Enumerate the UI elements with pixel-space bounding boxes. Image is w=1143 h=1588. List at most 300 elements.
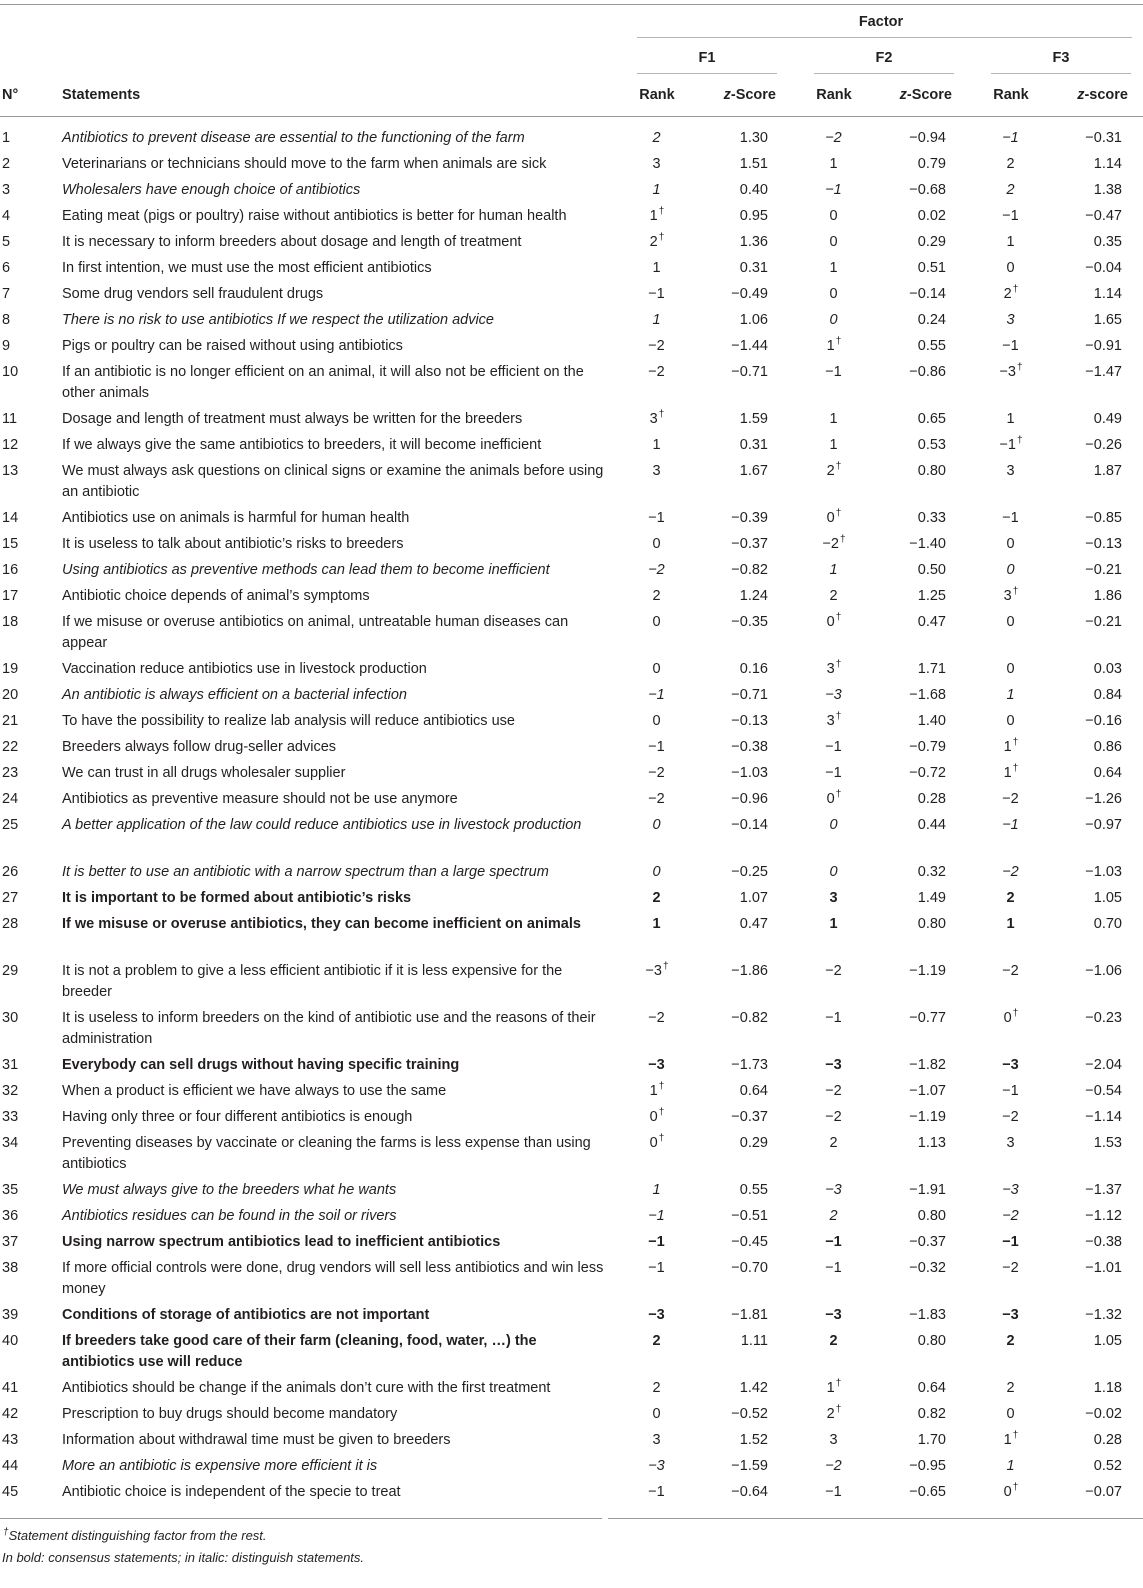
f3-rank: 2 <box>1006 890 1015 906</box>
statement-number: 16 <box>2 562 19 578</box>
f1-rank: −2 <box>648 765 665 781</box>
f1-zscore: −0.71 <box>731 687 768 703</box>
f3-zscore: −1.37 <box>1085 1182 1122 1198</box>
table-bottom-rule-right <box>608 1518 1143 1519</box>
f1-zscore: −0.52 <box>731 1406 768 1422</box>
f1-rank: −2 <box>648 338 665 354</box>
f2-rank: −1 <box>825 1234 842 1250</box>
f1-rank: 1 <box>652 182 661 198</box>
statement-text: Everybody can sell drugs without having specific training <box>62 1057 460 1073</box>
statement-number: 37 <box>2 1234 19 1250</box>
table-top-rule <box>0 4 1143 5</box>
f1-zscore: 0.16 <box>739 661 768 677</box>
f3-zscore: −0.21 <box>1085 562 1122 578</box>
f2-rank: 2 <box>829 1135 838 1151</box>
statement-number: 31 <box>2 1057 19 1073</box>
f3-zscore: 1.65 <box>1093 312 1122 328</box>
f2-rank: 0 <box>829 817 838 833</box>
f3-rank: −1 <box>1002 130 1019 146</box>
statement-text: We can trust in all drugs wholesaler supplier <box>62 765 346 781</box>
f3-rank: 2† <box>1003 284 1019 302</box>
distinguishing-dagger: † <box>658 232 665 244</box>
f1-zscore: −0.82 <box>731 562 768 578</box>
statement-number: 22 <box>2 739 19 755</box>
f2-rank: −3 <box>825 687 842 703</box>
f1-zscore: −1.81 <box>731 1307 768 1323</box>
f3-zscore: 1.38 <box>1093 182 1122 198</box>
f1-zscore: −0.70 <box>731 1260 768 1276</box>
f2-rank: 3† <box>826 711 842 729</box>
statement-text: Using antibiotics as preventive methods can lead them to become inefficient <box>62 562 550 578</box>
f3-zscore: 0.70 <box>1093 916 1122 932</box>
distinguishing-dagger: † <box>835 336 842 348</box>
f2-rank: −3 <box>825 1182 842 1198</box>
statement-number: 26 <box>2 864 19 880</box>
f3-rank: 3 <box>1006 1135 1015 1151</box>
f1-zscore: 1.06 <box>739 312 768 328</box>
f2-zscore: −0.77 <box>909 1010 946 1026</box>
f1-zscore: 1.07 <box>739 890 768 906</box>
f3-rank: −1 <box>1002 208 1019 224</box>
f3-rank: −1 <box>1002 817 1019 833</box>
f2-zscore: 0.82 <box>917 1406 946 1422</box>
f1-rank: 0 <box>652 661 661 677</box>
f3-rank-header: Rank <box>993 87 1029 103</box>
statement-text: If an antibiotic is no longer efficient on an animal, it will also not be efficient on the other animals <box>62 364 584 401</box>
f2-zscore: 0.33 <box>917 510 946 526</box>
f3-rank: −2 <box>1002 864 1019 880</box>
f3-zscore: −0.16 <box>1085 713 1122 729</box>
f3-zscore: −1.26 <box>1085 791 1122 807</box>
statement-number: 34 <box>2 1135 19 1151</box>
f3-zscore: −0.02 <box>1085 1406 1122 1422</box>
f3-rank: 0 <box>1006 562 1015 578</box>
f1-zscore: −0.38 <box>731 739 768 755</box>
f2-zscore: 0.65 <box>917 411 946 427</box>
f1-zscore: −0.96 <box>731 791 768 807</box>
distinguishing-dagger: † <box>835 1378 842 1390</box>
f2-rank: −2† <box>822 534 846 552</box>
distinguishing-dagger: † <box>835 508 842 520</box>
distinguishing-dagger: † <box>1012 586 1019 598</box>
f3-rank: −2 <box>1002 1260 1019 1276</box>
f1-rank: −1 <box>648 739 665 755</box>
statement-number: 5 <box>2 234 11 250</box>
f2-zscore: 0.64 <box>917 1380 946 1396</box>
f2-zscore: 0.80 <box>917 1333 946 1349</box>
statement-number: 14 <box>2 510 19 526</box>
f3-zscore-header: z-score <box>1077 87 1128 103</box>
f3-zscore: 0.86 <box>1093 739 1122 755</box>
f3-zscore: 1.53 <box>1093 1135 1122 1151</box>
f1-zscore-header: z-Score <box>723 87 776 103</box>
f1-zscore: 1.59 <box>739 411 768 427</box>
f1-rank: 0 <box>652 817 661 833</box>
f2-zscore: 0.51 <box>917 260 946 276</box>
distinguishing-dagger: † <box>1016 362 1023 374</box>
distinguishing-dagger: † <box>1012 1482 1019 1494</box>
f2-rank: 0 <box>829 312 838 328</box>
f3-zscore: 1.05 <box>1093 1333 1122 1349</box>
statement-number: 13 <box>2 463 19 479</box>
f3-zscore: −1.32 <box>1085 1307 1122 1323</box>
statement-text: Preventing diseases by vaccinate or cleaning the farms is less expense than using antibiotics <box>62 1135 591 1172</box>
f1-rank: −1 <box>648 1234 665 1250</box>
f1-rank: 3† <box>649 409 665 427</box>
statement-number: 2 <box>2 156 11 172</box>
f2-rank: 1† <box>826 1378 842 1396</box>
statement-number: 25 <box>2 817 19 833</box>
f1-rank: −1 <box>648 1484 665 1500</box>
statement-number: 41 <box>2 1380 19 1396</box>
statement-text: It is important to be formed about antibiotic’s risks <box>62 890 412 906</box>
f3-zscore: −0.21 <box>1085 614 1122 630</box>
f2-rank: 1 <box>829 156 838 172</box>
f2-rank: −1 <box>825 1484 842 1500</box>
statement-text: Some drug vendors sell fraudulent drugs <box>62 286 324 302</box>
f3-zscore: 1.87 <box>1093 463 1122 479</box>
f2-zscore: 0.80 <box>917 463 946 479</box>
statement-number: 33 <box>2 1109 19 1125</box>
f2-zscore: 1.40 <box>917 713 946 729</box>
f1-zscore: 0.47 <box>739 916 768 932</box>
statement-number: 32 <box>2 1083 19 1099</box>
statement-text: More an antibiotic is expensive more efficient it is <box>62 1458 378 1474</box>
f1-rank: 0† <box>649 1133 665 1151</box>
f3-rank: 0 <box>1006 1406 1015 1422</box>
f2-rank: −1 <box>825 1260 842 1276</box>
f3-rank: 1 <box>1006 916 1015 932</box>
footnote-distinguishing: †Statement distinguishing factor from the rest. <box>3 1526 267 1543</box>
statement-text: Antibiotics as preventive measure should not be use anymore <box>62 791 458 807</box>
f2-rank: −2 <box>825 1109 842 1125</box>
f3-rank: 1† <box>1003 1430 1019 1448</box>
f2-zscore: 0.55 <box>917 338 946 354</box>
statement-number: 20 <box>2 687 19 703</box>
f1-zscore: −0.39 <box>731 510 768 526</box>
f3-zscore: 0.64 <box>1093 765 1122 781</box>
f1-zscore: −0.82 <box>731 1010 768 1026</box>
f3-zscore: −0.47 <box>1085 208 1122 224</box>
statement-text: When a product is efficient we have always to use the same <box>62 1083 447 1099</box>
statement-number: 38 <box>2 1260 19 1276</box>
f1-zscore: 1.67 <box>739 463 768 479</box>
f1-rank: 2 <box>652 130 661 146</box>
f3-zscore: −0.31 <box>1085 130 1122 146</box>
f1-rank: 1 <box>652 260 661 276</box>
f1-rank: 0 <box>652 614 661 630</box>
f2-zscore: 0.29 <box>917 234 946 250</box>
f2-zscore: 0.44 <box>917 817 946 833</box>
f3-zscore: 1.14 <box>1093 156 1122 172</box>
statement-number: 28 <box>2 916 19 932</box>
f3-rank: 1† <box>1003 737 1019 755</box>
f3-rank: 2 <box>1006 1333 1015 1349</box>
f1-rank: 1† <box>649 206 665 224</box>
f1-rank: 0 <box>652 713 661 729</box>
statement-number: 6 <box>2 260 11 276</box>
f3-rank: 0† <box>1003 1008 1019 1026</box>
statement-number: 4 <box>2 208 11 224</box>
f2-rank: 1 <box>829 916 838 932</box>
f1-zscore: 0.31 <box>739 437 768 453</box>
distinguishing-dagger: † <box>835 612 842 624</box>
statement-text: Wholesalers have enough choice of antibiotics <box>62 182 361 198</box>
distinguishing-dagger: † <box>1016 435 1023 447</box>
distinguishing-dagger: † <box>835 1404 842 1416</box>
distinguishing-dagger: † <box>1012 1430 1019 1442</box>
f2-zscore: −0.95 <box>909 1458 946 1474</box>
f2-zscore: −1.82 <box>909 1057 946 1073</box>
f2-zscore: 0.80 <box>917 1208 946 1224</box>
statement-number: 24 <box>2 791 19 807</box>
f1-zscore: −0.37 <box>731 1109 768 1125</box>
f2-rank: −1 <box>825 1010 842 1026</box>
f1-rank: 2 <box>652 890 661 906</box>
f1-rank: −3† <box>645 961 669 979</box>
f3-rank: −1 <box>1002 1234 1019 1250</box>
f3-rank: 1 <box>1006 234 1015 250</box>
statement-text: Dosage and length of treatment must always be written for the breeders <box>62 411 523 427</box>
f3-rank: 2 <box>1006 182 1015 198</box>
f1-rank-header: Rank <box>639 87 675 103</box>
table-bottom-rule-left <box>0 1518 602 1519</box>
f2-rank: 0 <box>829 208 838 224</box>
number-column-header: N° <box>2 87 19 103</box>
f3-rank: 1 <box>1006 411 1015 427</box>
header-bottom-rule <box>0 116 1143 117</box>
statement-text: If we misuse or overuse antibiotics, they can become inefficient on animals <box>62 916 581 932</box>
f2-rank: −3 <box>825 1057 842 1073</box>
f1-rank: 3 <box>652 1432 661 1448</box>
f1-rank: −2 <box>648 364 665 380</box>
statement-number: 30 <box>2 1010 19 1026</box>
f1-rank: −1 <box>648 687 665 703</box>
statement-number: 3 <box>2 182 11 198</box>
statement-number: 36 <box>2 1208 19 1224</box>
f3-rank: 3 <box>1006 463 1015 479</box>
f2-rank: −2 <box>825 1083 842 1099</box>
f2-zscore-header: z-Score <box>899 87 952 103</box>
f3-rank: −3† <box>999 362 1023 380</box>
f2-rank: −1 <box>825 182 842 198</box>
f3-zscore: −0.85 <box>1085 510 1122 526</box>
f3-rank: −1 <box>1002 510 1019 526</box>
f3-rank: 1† <box>1003 763 1019 781</box>
f1-zscore: −0.25 <box>731 864 768 880</box>
f1-rank: 0 <box>652 864 661 880</box>
statement-text: Antibiotics use on animals is harmful for human health <box>62 510 410 526</box>
f1-rank: −3 <box>648 1057 665 1073</box>
f3-zscore: −2.04 <box>1085 1057 1122 1073</box>
distinguishing-dagger: † <box>658 1133 665 1145</box>
f2-rank: 0 <box>829 234 838 250</box>
f3-zscore: 0.52 <box>1093 1458 1122 1474</box>
f3-rank: 2 <box>1006 156 1015 172</box>
f1-zscore: −0.51 <box>731 1208 768 1224</box>
f3-zscore: −1.06 <box>1085 963 1122 979</box>
f2-rank: −1 <box>825 739 842 755</box>
statement-number: 10 <box>2 364 19 380</box>
f1-zscore: −1.59 <box>731 1458 768 1474</box>
distinguishing-dagger: † <box>1012 763 1019 775</box>
f1-rank: −1 <box>648 286 665 302</box>
f3-rank: 0 <box>1006 713 1015 729</box>
distinguishing-dagger: † <box>835 659 842 671</box>
f3-rank: 0 <box>1006 260 1015 276</box>
f2-zscore: −1.40 <box>909 536 946 552</box>
f2-rank: 3 <box>829 890 838 906</box>
statement-text: Antibiotic choice depends of animal’s symptoms <box>62 588 370 604</box>
f2-rank: 0† <box>826 789 842 807</box>
statement-number: 18 <box>2 614 19 630</box>
f3-rank: −3 <box>1002 1182 1019 1198</box>
f1-zscore: −0.49 <box>731 286 768 302</box>
f1-zscore: −0.45 <box>731 1234 768 1250</box>
f1-zscore: 0.29 <box>739 1135 768 1151</box>
f2-zscore: 0.50 <box>917 562 946 578</box>
f3-zscore: −0.91 <box>1085 338 1122 354</box>
f3-rank: 0 <box>1006 536 1015 552</box>
f1-rank: −1 <box>648 1260 665 1276</box>
f2-zscore: 1.70 <box>917 1432 946 1448</box>
f2-zscore: −1.07 <box>909 1083 946 1099</box>
f2-zscore: −1.83 <box>909 1307 946 1323</box>
distinguishing-dagger: † <box>835 789 842 801</box>
statement-number: 27 <box>2 890 19 906</box>
statement-text: We must always give to the breeders what he wants <box>62 1182 397 1198</box>
f3-rank: −2 <box>1002 1208 1019 1224</box>
distinguishing-dagger: † <box>1012 737 1019 749</box>
f2-zscore: −1.91 <box>909 1182 946 1198</box>
f2-rank: 0 <box>829 864 838 880</box>
f2-rank: −2 <box>825 963 842 979</box>
f1-rank: −1 <box>648 510 665 526</box>
f1-zscore: −1.03 <box>731 765 768 781</box>
f1-rank: −3 <box>648 1307 665 1323</box>
statement-text: We must always ask questions on clinical signs or examine the animals before using an antibiotic <box>62 463 604 500</box>
f3-zscore: 1.86 <box>1093 588 1122 604</box>
f1-rank: 0 <box>652 536 661 552</box>
f1-rank: 3 <box>652 156 661 172</box>
statement-text: Having only three or four different antibiotics is enough <box>62 1109 413 1125</box>
f1-zscore: −1.73 <box>731 1057 768 1073</box>
statement-text: An antibiotic is always efficient on a bacterial infection <box>62 687 407 703</box>
f3-zscore: 0.03 <box>1093 661 1122 677</box>
f3-rank: −1 <box>1002 338 1019 354</box>
statement-text: Breeders always follow drug-seller advices <box>62 739 337 755</box>
f2-rank-header: Rank <box>816 87 852 103</box>
f1-zscore: 1.24 <box>739 588 768 604</box>
f1-zscore: 0.31 <box>739 260 768 276</box>
f1-header-rule <box>637 73 777 74</box>
statement-text: Prescription to buy drugs should become mandatory <box>62 1406 398 1422</box>
f3-zscore: −0.23 <box>1085 1010 1122 1026</box>
f1-rank: 0 <box>652 1406 661 1422</box>
f3-zscore: −1.01 <box>1085 1260 1122 1276</box>
f3-zscore: 0.49 <box>1093 411 1122 427</box>
f2-rank: 0† <box>826 508 842 526</box>
f2-zscore: 0.79 <box>917 156 946 172</box>
statement-number: 9 <box>2 338 11 354</box>
f2-rank: 1 <box>829 562 838 578</box>
f3-zscore: 1.18 <box>1093 1380 1122 1396</box>
f1-zscore: 1.30 <box>739 130 768 146</box>
statement-number: 45 <box>2 1484 19 1500</box>
f1-rank: 2 <box>652 588 661 604</box>
f1-header: F1 <box>698 50 716 66</box>
statement-text: There is no risk to use antibiotics If we respect the utilization advice <box>62 312 494 328</box>
f1-rank: −2 <box>648 562 665 578</box>
f2-rank: 2† <box>826 1404 842 1422</box>
f1-zscore: 1.42 <box>739 1380 768 1396</box>
f1-rank: 2 <box>652 1380 661 1396</box>
distinguishing-dagger: † <box>658 206 665 218</box>
f1-zscore: 0.64 <box>739 1083 768 1099</box>
f1-rank: 1 <box>652 437 661 453</box>
f2-rank: −2 <box>825 1458 842 1474</box>
f2-rank: 1† <box>826 336 842 354</box>
f3-header: F3 <box>1052 50 1070 66</box>
f2-zscore: −0.14 <box>909 286 946 302</box>
statement-number: 42 <box>2 1406 19 1422</box>
f3-rank: −1† <box>999 435 1023 453</box>
f3-zscore: −0.07 <box>1085 1484 1122 1500</box>
f3-rank: 2 <box>1006 1380 1015 1396</box>
statement-text: Using narrow spectrum antibiotics lead to inefficient antibiotics <box>62 1234 501 1250</box>
statement-text: Information about withdrawal time must be given to breeders <box>62 1432 451 1448</box>
f1-rank: −2 <box>648 791 665 807</box>
f2-rank: 0† <box>826 612 842 630</box>
f2-rank: 2 <box>829 588 838 604</box>
f2-rank: 1 <box>829 437 838 453</box>
f3-rank: −2 <box>1002 791 1019 807</box>
statement-text: In first intention, we must use the most efficient antibiotics <box>62 260 432 276</box>
f2-rank: −2 <box>825 130 842 146</box>
f2-zscore: 0.28 <box>917 791 946 807</box>
f3-zscore: −0.13 <box>1085 536 1122 552</box>
statement-text: Conditions of storage of antibiotics are not important <box>62 1307 430 1323</box>
f2-zscore: 1.25 <box>917 588 946 604</box>
statement-text: It is better to use an antibiotic with a narrow spectrum than a large spectrum <box>62 864 549 880</box>
distinguishing-dagger: † <box>658 1081 665 1093</box>
f2-zscore: −0.72 <box>909 765 946 781</box>
f2-zscore: −0.86 <box>909 364 946 380</box>
f3-zscore: −1.03 <box>1085 864 1122 880</box>
f2-zscore: 1.49 <box>917 890 946 906</box>
statement-number: 12 <box>2 437 19 453</box>
f2-rank: 1 <box>829 411 838 427</box>
f3-zscore: −1.14 <box>1085 1109 1122 1125</box>
f3-header-rule <box>991 73 1131 74</box>
statement-text: Antibiotics to prevent disease are essential to the functioning of the farm <box>62 130 525 146</box>
f1-zscore: −0.13 <box>731 713 768 729</box>
distinguishing-dagger: † <box>1012 284 1019 296</box>
f3-zscore: 0.28 <box>1093 1432 1122 1448</box>
statement-number: 39 <box>2 1307 19 1323</box>
statement-number: 44 <box>2 1458 19 1474</box>
statement-text: To have the possibility to realize lab analysis will reduce antibiotics use <box>62 713 515 729</box>
statement-text: It is useless to inform breeders on the kind of antibiotic use and the reasons of their administration <box>62 1010 596 1047</box>
f1-rank: −1 <box>648 1208 665 1224</box>
factor-header-rule <box>637 37 1132 38</box>
statement-text: Veterinarians or technicians should move to the farm when animals are sick <box>62 156 547 172</box>
f1-rank: 2 <box>652 1333 661 1349</box>
f2-zscore: −0.37 <box>909 1234 946 1250</box>
f2-rank: 2 <box>829 1208 838 1224</box>
f2-zscore: −1.68 <box>909 687 946 703</box>
f2-rank: 3† <box>826 659 842 677</box>
